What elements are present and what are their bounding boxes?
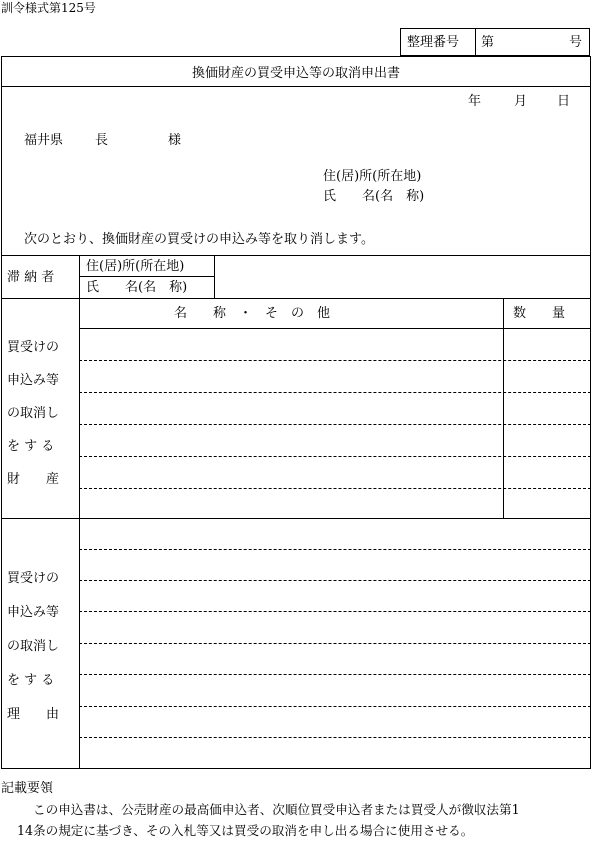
divider [1, 255, 591, 256]
date-day: 日 [557, 94, 571, 109]
divider [1, 518, 591, 519]
reference-go: 号 [569, 35, 583, 50]
reason-label-line: 理 由 [7, 707, 60, 722]
table-row-divider [79, 456, 591, 457]
addressee-title: 長 [95, 133, 109, 148]
reference-dai: 第 [481, 35, 495, 50]
title-row [1, 56, 591, 86]
reason-line [79, 737, 591, 738]
property-label-line: を す る [7, 439, 55, 454]
property-label-line: の取消し [7, 406, 60, 421]
property-label-line: 申込み等 [7, 373, 60, 388]
form-title: 換価財産の買受申込等の取消申出書 [191, 65, 400, 81]
reason-line [79, 611, 591, 612]
date-year: 年 [468, 94, 482, 109]
reason-label-line: 買受けの [7, 571, 60, 586]
addressee-prefecture: 福井県 [24, 133, 64, 148]
delinquent-address-label: 住(居)所(所在地) [86, 259, 185, 274]
divider [214, 255, 215, 298]
applicant-name-label: 氏 名(名 称) [323, 189, 425, 204]
column-header-name: 名 称 ・ そ の 他 [174, 306, 331, 321]
reason-label-line: の取消し [7, 639, 60, 654]
divider [79, 276, 214, 277]
date-month: 月 [514, 94, 528, 109]
divider [503, 298, 504, 518]
reason-line [79, 674, 591, 675]
form-number: 訓令様式第125号 [1, 1, 96, 15]
reason-line [79, 580, 591, 581]
reason-label-line: を す る [7, 673, 55, 688]
divider [475, 28, 476, 56]
property-label-line: 財 産 [7, 472, 60, 487]
property-label-line: 買受けの [7, 340, 60, 355]
property-label [7, 331, 72, 496]
notes-line-1: この申込書は、公売財産の最高価申込者、次順位買受申込者または買受人が徴収法第1 [33, 802, 520, 817]
column-header-quantity: 数 量 [513, 306, 566, 321]
addressee-honorific: 様 [168, 133, 182, 148]
divider [1, 86, 591, 87]
delinquent-name-label: 氏 名(名 称) [86, 280, 188, 295]
statement-text: 次のとおり、換価財産の買受けの申込み等を取り消します。 [24, 232, 374, 247]
reference-number-label: 整理番号 [407, 35, 460, 50]
reason-label [7, 562, 72, 732]
notes-line-2: 14条の規定に基づき、その入札等又は買受の取消を申し出る場合に使用させる。 [17, 823, 474, 838]
divider [79, 298, 80, 769]
reason-label-line: 申込み等 [7, 605, 60, 620]
applicant-address-label: 住(居)所(所在地) [323, 169, 422, 184]
delinquent-label-cell [7, 266, 72, 285]
divider [79, 328, 591, 329]
reason-line [79, 643, 591, 644]
reason-line [79, 706, 591, 707]
reason-line [79, 549, 591, 550]
delinquent-label: 滞 納 者 [7, 270, 55, 285]
table-row-divider [79, 360, 591, 361]
table-row-divider [79, 424, 591, 425]
table-row-divider [79, 488, 591, 489]
notes-heading: 記載要領 [1, 781, 54, 796]
table-row-divider [79, 392, 591, 393]
